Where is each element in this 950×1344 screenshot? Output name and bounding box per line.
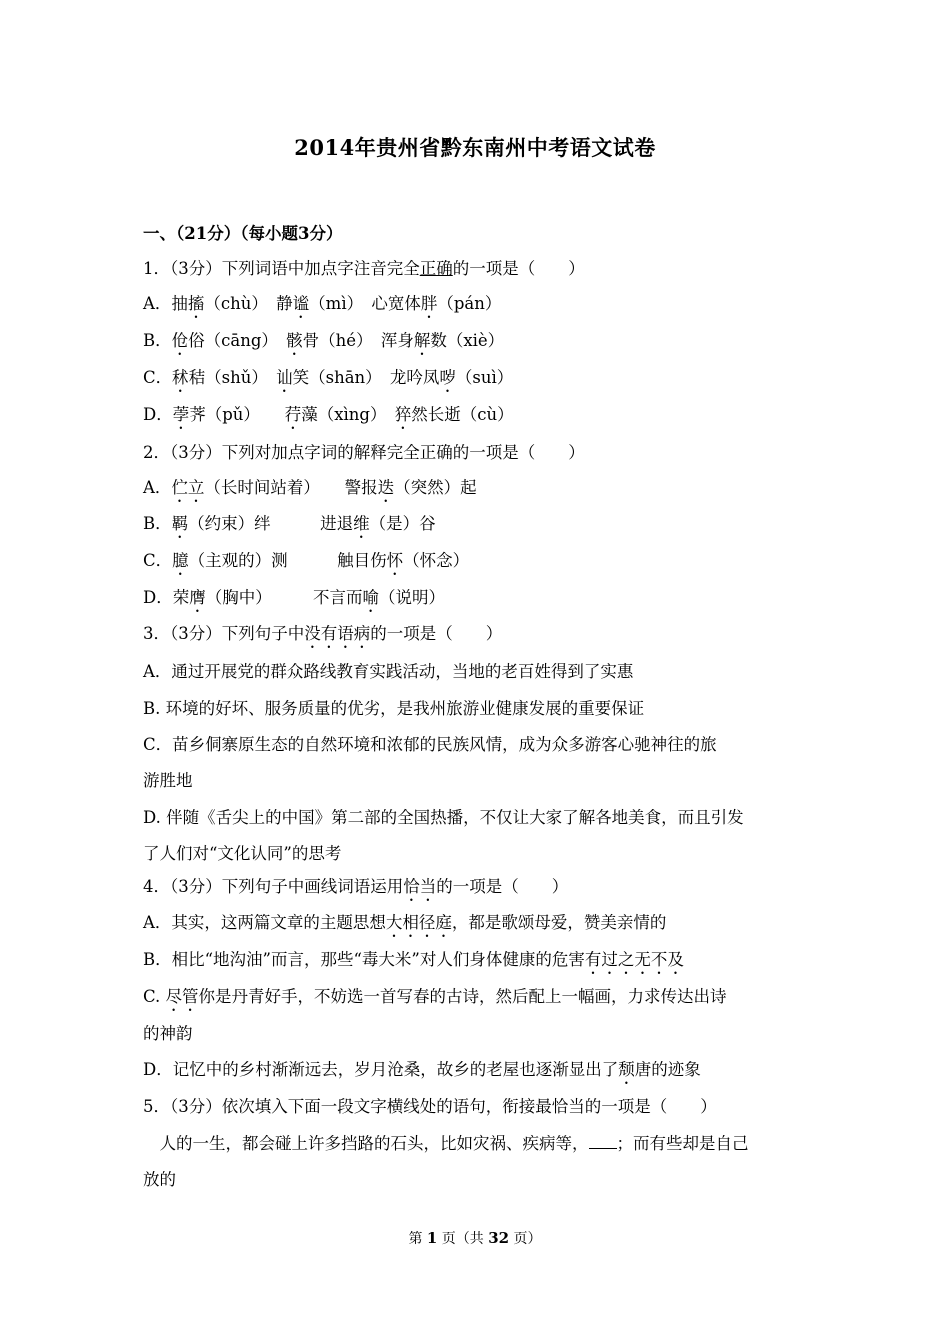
question-1-option-c: C．秫秸（shǔ） 讪笑（shān） 龙吟凤哕（suì）: [143, 368, 514, 387]
question-4-option-a: A．其实，这两篇文章的主题思想大相径庭，都是歌颂母爱，赞美亲情的: [143, 913, 667, 932]
underlined-word: 正确: [419, 259, 453, 278]
question-3-option-d-line1: D. 伴随《舌尖上的中国》第二部的全国热播，不仅让大家了解各地美食，而且引发: [143, 808, 744, 827]
total-pages: 32: [488, 1229, 510, 1247]
question-1-option-b: B．伧俗（cāng） 骸骨（hé） 浑身解数（xiè）: [143, 331, 505, 350]
question-1-stem: 1．（3分）下列词语中加点字注音完全正确的一项是（ ）: [143, 259, 585, 278]
question-3-option-c-line1: C．苗乡侗寨原生态的自然环境和浓郁的民族风情，成为众多游客心驰神往的旅: [143, 735, 717, 754]
question-3-option-b: B. 环境的好坏、服务质量的优劣，是我州旅游业健康发展的重要保证: [143, 699, 645, 718]
question-3-option-a: A．通过开展党的群众路线教育实践活动，当地的老百姓得到了实惠: [143, 662, 634, 681]
question-1-option-a: A．抽搐（chù） 静谧（mì） 心宽体胖（pán）: [143, 294, 502, 313]
question-1-option-d: D．荸荠（pǔ） 荇藻（xìng） 猝然长逝（cù）: [143, 405, 514, 424]
question-5-passage-line2: 放的: [143, 1170, 176, 1189]
question-5-passage-line1: 人的一生，都会碰上许多挡路的石头，比如灾祸、疾病等， ；而有些却是自己: [143, 1134, 749, 1153]
question-4-stem: 4．（3分）下列句子中画线词语运用恰当的一项是（ ）: [143, 877, 569, 896]
question-2-option-a: A．伫立（长时间站着） 警报迭（突然）起: [143, 478, 477, 497]
question-3-option-c-line2: 游胜地: [143, 771, 193, 790]
page-footer: 第 1 页（共 32 页）: [408, 1229, 542, 1247]
section-heading: 一、（21分）（每小题3分）: [143, 224, 343, 243]
page-number: 1: [426, 1229, 438, 1247]
question-2-option-b: B．羁（约束）绊 进退维（是）谷: [143, 514, 436, 533]
question-4-option-b: B．相比“地沟油”而言，那些“毒大米”对人们身体健康的危害有过之无不及: [143, 950, 684, 969]
question-5-stem: 5．（3分）依次填入下面一段文字横线处的语句，衔接最恰当的一项是（ ）: [143, 1097, 717, 1116]
question-4-option-c-line2: 的神韵: [143, 1024, 193, 1043]
question-3-stem: 3．（3分）下列句子中没有语病的一项是（ ）: [143, 624, 503, 643]
question-4-option-d: D．记忆中的乡村渐渐远去，岁月沧桑，故乡的老屋也逐渐显出了颓唐的迹象: [143, 1060, 701, 1079]
question-2-option-c: C．臆（主观的）测 触目伤怀（怀念）: [143, 551, 470, 570]
question-2-stem: 2．（3分）下列对加点字词的解释完全正确的一项是（ ）: [143, 443, 585, 462]
fill-in-blank: [589, 1132, 617, 1149]
page-title: 2014年贵州省黔东南州中考语文试卷: [294, 135, 656, 160]
question-3-option-d-line2: 了人们对“文化认同”的思考: [143, 844, 342, 863]
question-2-option-d: D．荣膺（胸中） 不言而喻（说明）: [143, 588, 445, 607]
question-4-option-c-line1: C. 尽管你是丹青好手，不妨选一首写春的古诗，然后配上一幅画，力求传达出诗: [143, 987, 727, 1006]
